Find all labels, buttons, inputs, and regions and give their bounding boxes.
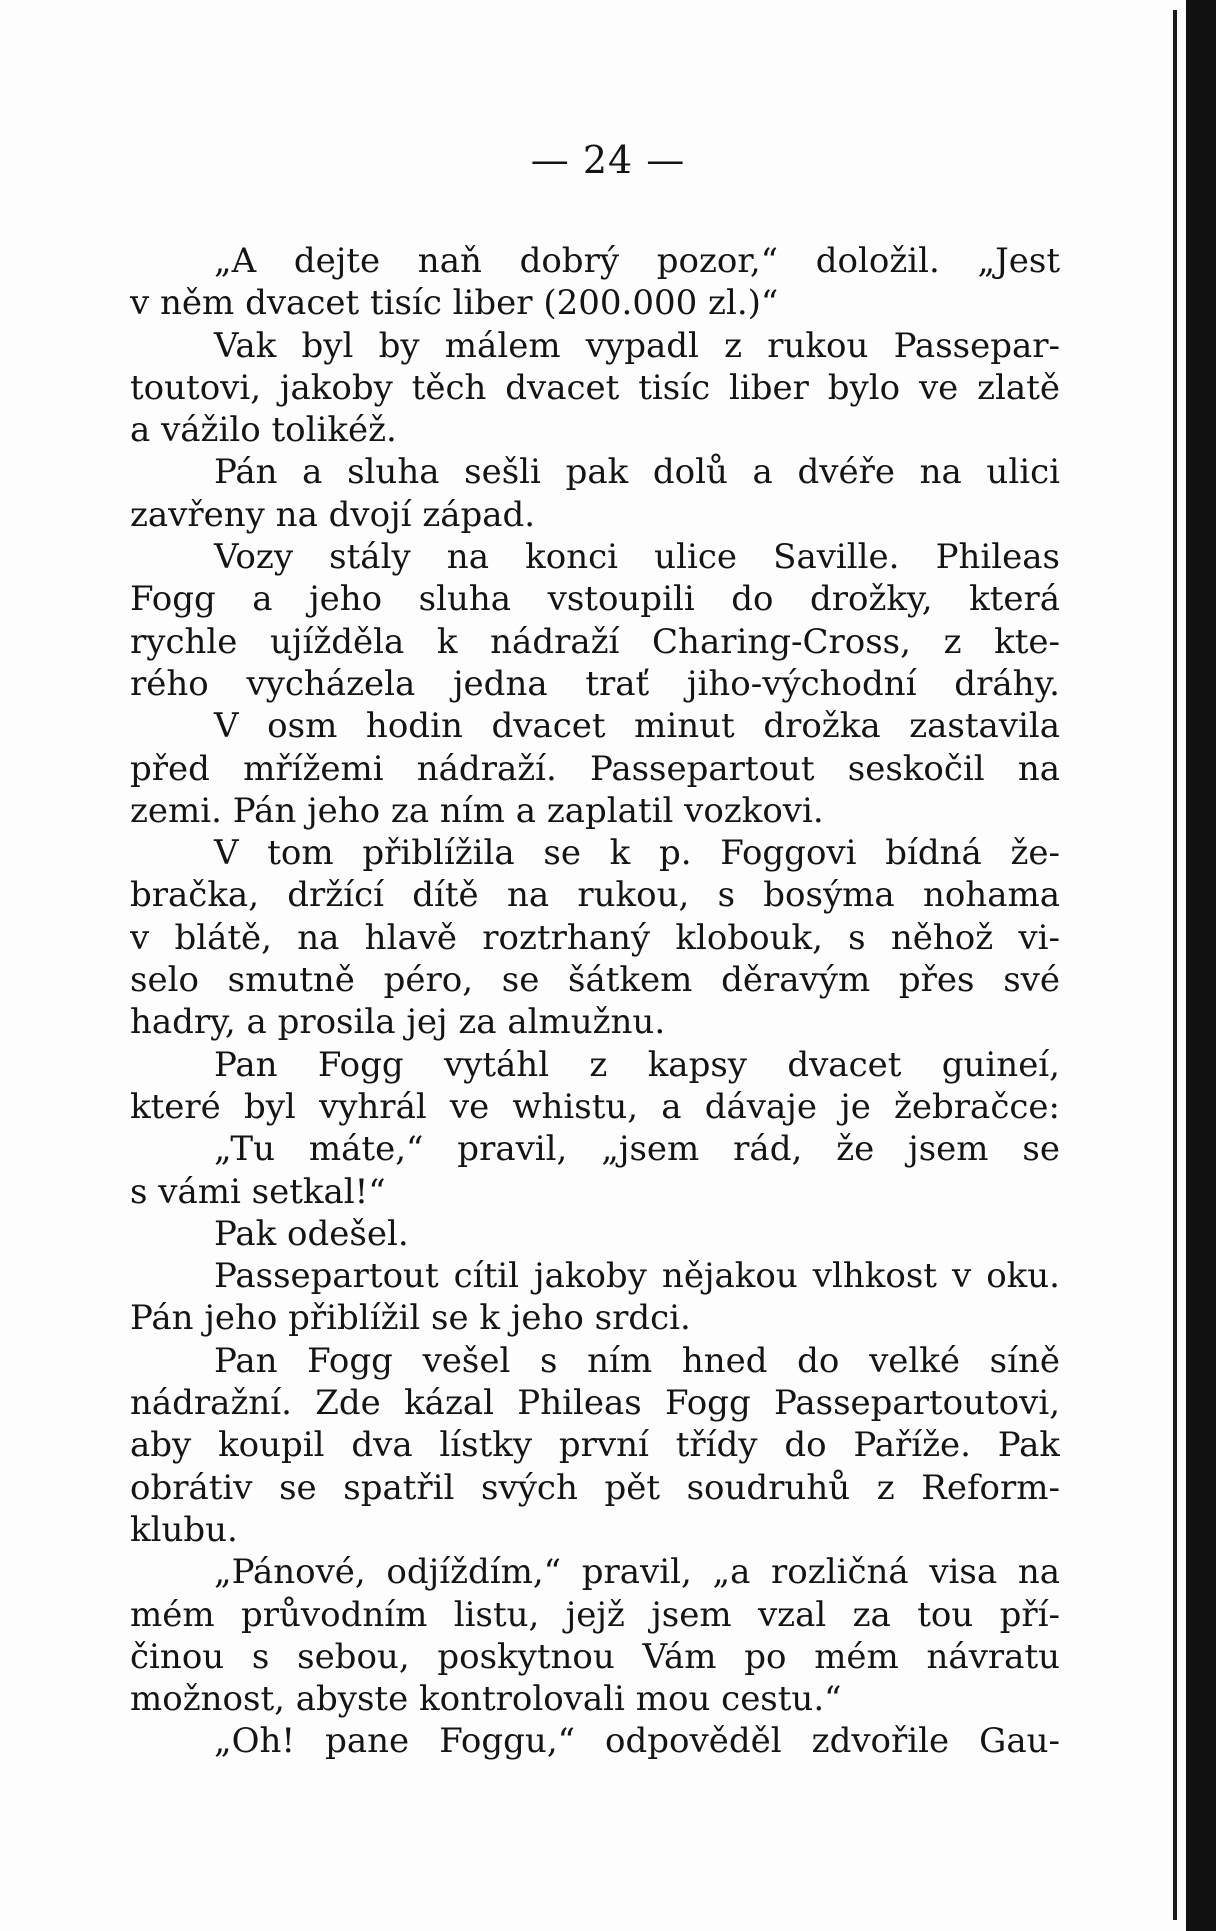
- text-line: aby koupil dva lístky první třídy do Paříže. Pak: [130, 1425, 1060, 1466]
- text-line: „Pánové, odjíždím,“ pravil, „a rozličná visa na: [214, 1552, 1060, 1593]
- text-line: „A dejte naň dobrý pozor,“ doložil. „Jest: [214, 241, 1060, 281]
- scan-border: [1186, 0, 1216, 1931]
- page-edge-line: [1173, 10, 1177, 1920]
- text-line: Pan Fogg vytáhl z kapsy dvacet guineí,: [214, 1044, 1060, 1085]
- body-text: [130, 240, 1060, 1763]
- text-line: klubu.: [130, 1509, 238, 1550]
- text-line: V tom přiblížila se k p. Foggovi bídná že-: [214, 833, 1060, 874]
- text-line: nádražní. Zde kázal Phileas Fogg Passepartoutovi,: [130, 1383, 1060, 1424]
- text-line: bračka, držící dítě na rukou, s bosýma nohama: [130, 875, 1060, 916]
- text-line: Vozy stály na konci ulice Saville. Phileas: [214, 537, 1060, 578]
- text-line: které byl vyhrál ve whistu, a dávaje je žebračce:: [130, 1086, 1060, 1127]
- text-line: zavřeny na dvojí západ.: [130, 494, 536, 535]
- page-number: — 24 —: [530, 138, 686, 182]
- text-line: možnost, abyste kontrolovali mou cestu.“: [130, 1679, 842, 1720]
- text-line: „Oh! pane Foggu,“ odpověděl zdvořile Gau-: [214, 1721, 1060, 1762]
- text-line: Pán jeho přiblížil se k jeho srdci.: [130, 1298, 691, 1339]
- text-line: v něm dvacet tisíc liber (200.000 zl.)“: [130, 283, 779, 324]
- text-line: „Tu máte,“ pravil, „jsem rád, že jsem se: [214, 1129, 1060, 1170]
- text-line: obrátiv se spatřil svých pět soudruhů z Reform-: [130, 1467, 1060, 1508]
- text-line: a vážilo tolikéž.: [130, 410, 397, 451]
- text-line: před mřížemi nádraží. Passepartout seskočil na: [130, 748, 1060, 789]
- text-line: rychle ujížděla k nádraží Charing-Cross, z kte-: [130, 621, 1060, 662]
- text-line: v blátě, na hlavě roztrhaný klobouk, s něhož vi-: [130, 917, 1060, 958]
- text-line: Passepartout cítil jakoby nějakou vlhkost v oku.: [214, 1256, 1060, 1297]
- text-line: činou s sebou, poskytnou Vám po mém návratu: [130, 1636, 1060, 1677]
- text-line: V osm hodin dvacet minut drožka zastavila: [214, 706, 1060, 747]
- text-line: Pán a sluha sešli pak dolů a dvéře na ulici: [214, 452, 1060, 493]
- text-line: Vak byl by málem vypadl z rukou Passepar-: [214, 325, 1060, 366]
- text-line: zemi. Pán jeho za ním a zaplatil vozkovi.: [130, 790, 824, 831]
- text-line: toutovi, jakoby těch dvacet tisíc liber bylo ve zlatě: [130, 367, 1060, 408]
- text-line: Pak odešel.: [214, 1213, 409, 1254]
- text-line: s vámi setkal!“: [130, 1171, 386, 1212]
- text-line: selo smutně péro, se šátkem děravým přes své: [130, 960, 1060, 1001]
- text-line: rého vycházela jedna trať jiho-východní dráhy.: [130, 663, 1060, 704]
- text-line: hadry, a prosila jej za almužnu.: [130, 1002, 666, 1043]
- text-line: mém průvodním listu, jejž jsem vzal za tou pří-: [130, 1594, 1060, 1635]
- text-line: Fogg a jeho sluha vstoupili do drožky, která: [130, 579, 1060, 620]
- text-line: Pan Fogg vešel s ním hned do velké síně: [214, 1340, 1060, 1381]
